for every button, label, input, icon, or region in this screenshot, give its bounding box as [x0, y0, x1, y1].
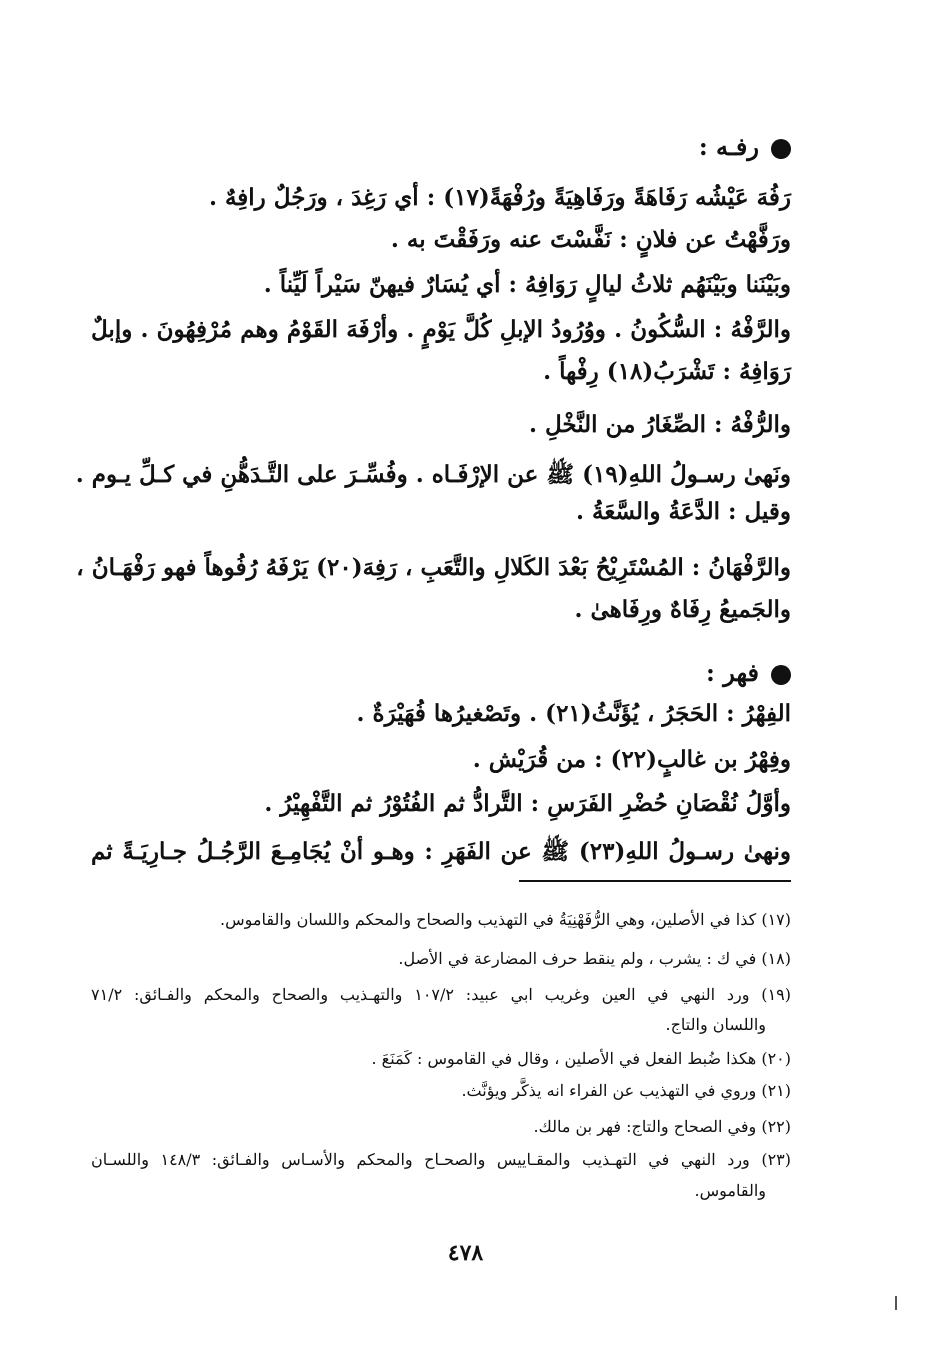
footnote: (٢٢) وفي الصحاح والتاج: فهر بن مالك. [533, 1117, 791, 1136]
entry-heading [699, 127, 791, 167]
entry-line: والرُّفْهُ : الصِّغَارُ من النَّخْلِ . [528, 411, 791, 438]
footnote: (٢٠) هكذا ضُبط الفعل في الأصلين ، وقال في القاموس : كَمَنَعَ . [371, 1049, 791, 1068]
footnote: (٢٣) ورد النهي في التهـذيب والمقـاييس والصحـاح والمحكم والأسـاس والفـائق: ١٤٨/٣ واللسـان [91, 1150, 791, 1169]
scan-mark [895, 1296, 897, 1310]
footnote: (١٩) ورد النهي في العين وغريب ابي عبيد: ١٠٧/٢ والتهـذيب والصحاح والمحكم والفـائق: ٧١/٢ [91, 985, 791, 1004]
footnote-continuation: واللسان والتاج. [665, 1015, 766, 1034]
entry-line: والرَّفْهَانُ : المُسْتَرِيْحُ بَعْدَ الكَلالِ والتَّعَبِ ، رَفِهَ(٢٠) يَرْفَهُ رُفُوهاً فهو رَفْهَـانُ ، [76, 554, 791, 581]
entry-line: وبَيْنَنا وبَيْنَهُم ثلاثُ ليالٍ رَوَافِهُ : أي يُسَارٌ فيهنّ سَيْراً لَيِّناً . [263, 271, 791, 298]
entry-line: ونهىٰ رسـولُ اللهِ(٢٣) ﷺ عن الفَهَرِ : وهـو أنْ يُجَامِـعَ الرَّجُـلُ جـارِيَـةً ثم [91, 838, 791, 865]
entry-line: رَوَافِهُ : تَشْرَبُ(١٨) رِفْهاً . [543, 358, 791, 385]
footnote-separator [519, 880, 791, 882]
entry-line: وأوَّلُ نُقْصَانِ حُضْرِ الفَرَسِ : التَّرادُّ ثم الفُتُوْرُ ثم التَّفْهِيْرُ . [264, 790, 791, 817]
entry-line: ونَهىٰ رسـولُ اللهِ(١٩) ﷺ عن الإرْفَـاه . وفُسِّـرَ على التَّـدَهُّنِ في كـلِّ يـوم . [75, 461, 791, 488]
entry-heading-text: فهر : [706, 658, 759, 687]
footnote-continuation: والقاموس. [694, 1181, 766, 1200]
entry-line: رَفُهَ عَيْشُه رَفَاهَةً ورَفَاهِيَةً ورُفْهَةً(١٧) : أي رَغِدَ ، ورَجُلٌ رافِهٌ . [208, 184, 791, 211]
entry-line: وقيل : الدَّعَةُ والسَّعَةُ . [576, 498, 791, 525]
footnote: (١٨) في ك : يشرب ، ولم ينقط حرف المضارعة في الأصل. [398, 949, 791, 968]
entry-line: والجَميعُ رِفَاهٌ ورِفَاهىٰ . [574, 596, 791, 623]
entry-line: والرَّفْهُ : السُّكُونُ . ووُرُودُ الإبلِ كُلَّ يَوْمٍ . وأرْفَهَ القَوْمُ وهم مُرْفِهُونَ . وإبلٌ [91, 316, 791, 343]
entry-heading-text: رفـه : [698, 132, 759, 161]
bullet-icon [771, 665, 791, 685]
page-number: ٤٧٨ [447, 1240, 484, 1266]
entry-line: وفِهْرُ بن غالبٍ(٢٢) : من قُرَيْش . [472, 746, 791, 773]
footnote: (٢١) وروي في التهذيب عن الفراء انه يذكَّر ويؤنَّث. [461, 1081, 791, 1100]
footnote: (١٧) كذا في الأصلين، وهي الرُّفَهْنِيَةُ في التهذيب والصحاح والمحكم واللسان والقاموس. [220, 910, 791, 929]
entry-heading [706, 653, 791, 693]
entry-line: الفِهْرُ : الحَجَرُ ، يُؤَنَّثُ(٢١) . وتَصْغيرُها فُهَيْرَةٌ . [356, 700, 791, 727]
entry-line: ورَفَّهْتُ عن فلانٍ : نَفَّسْتَ عنه ورَفَقْتَ به . [390, 226, 791, 253]
bullet-icon [771, 139, 791, 159]
